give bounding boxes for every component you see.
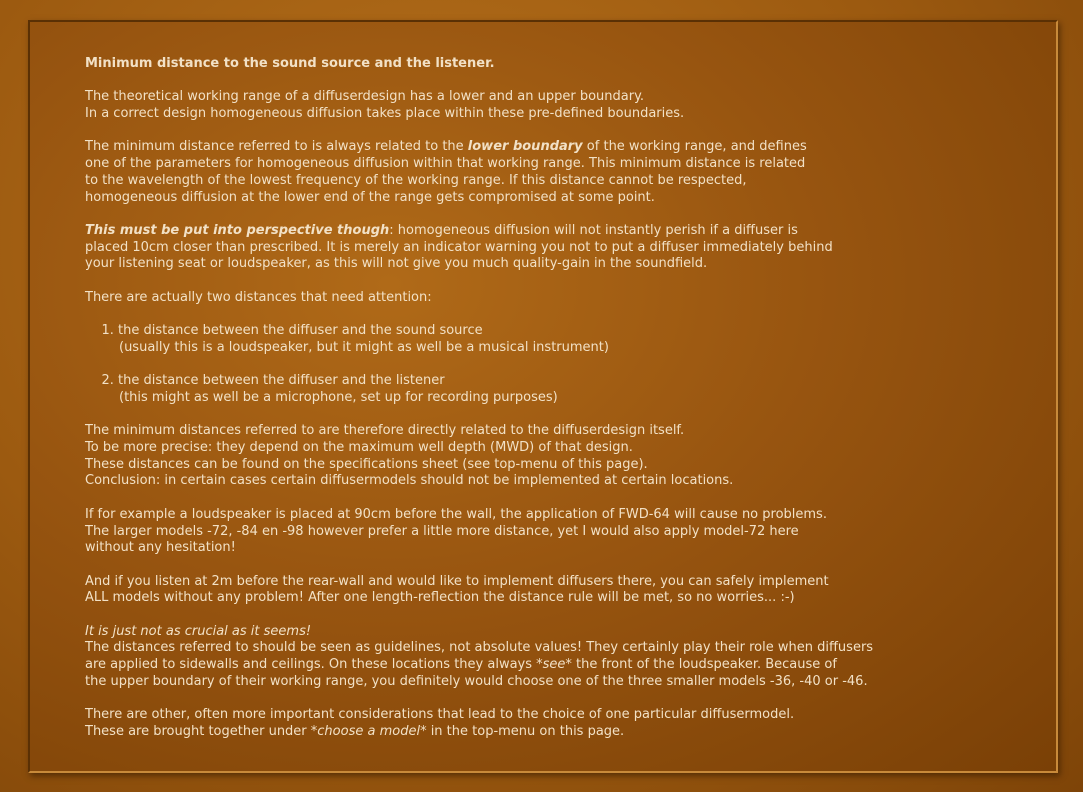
article-body	[85, 56, 1045, 757]
list-item-main: 1. the distance between the diffuser and the sound source	[118, 323, 483, 339]
text-line: without any hesitation!	[85, 540, 236, 556]
text-line: Conclusion: in certain cases certain diffusermodels should not be implemented at certain locations.	[85, 473, 734, 489]
text-line: the upper boundary of their working range, you definitely would choose one of the three smaller models -36, -40 or -46.	[85, 673, 868, 689]
text-line: ALL models without any problem! After one length-reflection the distance rule will be met, so no worries... :-)	[85, 590, 795, 606]
paragraph-guidelines	[85, 624, 1045, 691]
paragraph-two-distances: There are actually two distances that need attention:	[85, 289, 432, 305]
emphasis-see: see	[542, 657, 566, 673]
list-item	[118, 373, 1045, 406]
text-line: In a correct design homogeneous diffusion takes place within these pre-defined boundaries.	[85, 106, 685, 122]
text-line: your listening seat or loudspeaker, as this will not give you much quality-gain in the soundfield.	[85, 256, 708, 272]
page-title: Minimum distance to the sound source and the listener.	[85, 56, 495, 71]
text-line: The minimum distance referred to is always related to the lower boundary of the working range, and defines	[85, 139, 807, 155]
list-item	[118, 323, 1045, 356]
list-item-sub: (this might as well be a microphone, set up for recording purposes)	[119, 389, 558, 405]
text-line: To be more precise: they depend on the maximum well depth (MWD) of that design.	[85, 440, 633, 456]
text-line: The distances referred to should be seen as guidelines, not absolute values! They certainly play their role when diffusers	[85, 640, 874, 656]
paragraph-intro	[85, 89, 1045, 122]
text-line: to the wavelength of the lowest frequency of the working range. If this distance cannot be respected,	[85, 172, 747, 188]
text-line: are applied to sidewalls and ceilings. On these locations they always *see* the front of the loudspeaker. Because of	[85, 657, 837, 673]
content-panel	[28, 20, 1058, 773]
text-line: homogeneous diffusion at the lower end of the range gets compromised at some point.	[85, 189, 655, 205]
text-line: If for example a loudspeaker is placed at 90cm before the wall, the application of FWD-64 will cause no problems.	[85, 506, 827, 522]
distance-list	[85, 323, 1045, 407]
emphasis-perspective: This must be put into perspective though	[85, 222, 390, 238]
paragraph-mwd	[85, 423, 1045, 490]
paragraph-choose-model	[85, 707, 1045, 740]
text-line: one of the parameters for homogeneous diffusion within that working range. This minimum distance is related	[85, 156, 806, 172]
text-line: This must be put into perspective though: homogeneous diffusion will not instantly perish if a diffuser is	[85, 222, 798, 238]
text-line: The theoretical working range of a diffuserdesign has a lower and an upper boundary.	[85, 89, 645, 105]
emphasis-lower-boundary: lower boundary	[467, 139, 583, 155]
text-line: These are brought together under *choose a model* in the top-menu on this page.	[85, 723, 625, 739]
paragraph-example	[85, 507, 1045, 557]
text-line: The larger models -72, -84 en -98 however prefer a little more distance, yet I would also apply model-72 here	[85, 523, 799, 539]
paragraph-rear-wall	[85, 574, 1045, 607]
text-line: The minimum distances referred to are therefore directly related to the diffuserdesign itself.	[85, 423, 685, 439]
paragraph-lower-boundary	[85, 139, 1045, 206]
text-line: There are other, often more important considerations that lead to the choice of one particular diffusermodel.	[85, 707, 795, 723]
text-line: And if you listen at 2m before the rear-wall and would like to implement diffusers there, you can safely implement	[85, 573, 829, 589]
text-line: These distances can be found on the specifications sheet (see top-menu of this page).	[85, 456, 648, 472]
text-line: placed 10cm closer than prescribed. It is merely an indicator warning you not to put a diffuser immediately behind	[85, 239, 833, 255]
text-line: It is just not as crucial as it seems!	[85, 623, 312, 639]
list-item-sub: (usually this is a loudspeaker, but it might as well be a musical instrument)	[119, 339, 609, 355]
emphasis-choose-model: choose a model	[317, 723, 421, 739]
list-item-main: 2. the distance between the diffuser and the listener	[118, 373, 445, 389]
paragraph-perspective	[85, 223, 1045, 273]
